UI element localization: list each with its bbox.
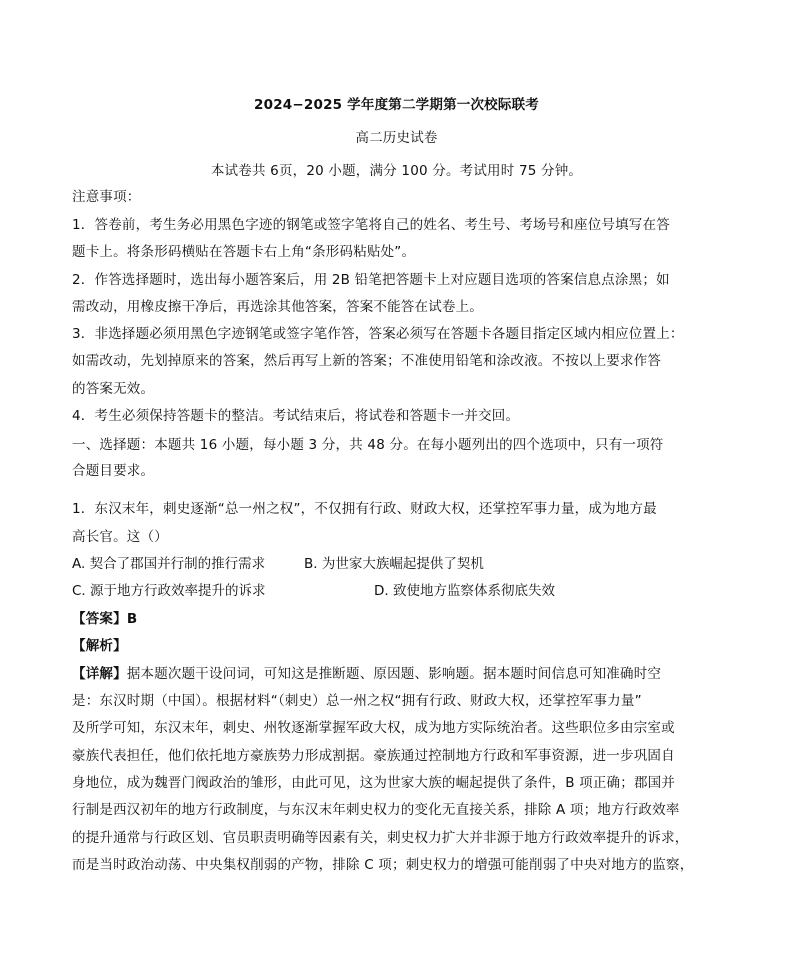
option-d: D. 致使地方监察体系彻底失效	[374, 583, 555, 599]
notice-line: 1．答卷前，考生务必用黑色字迹的钢笔或签字笔将自己的姓名、考生号、考场号和座位号填写在答	[72, 217, 670, 233]
detail-first-line	[72, 665, 722, 683]
option-a: A. 契合了郡国并行制的推行需求	[72, 556, 266, 572]
option-c: C. 源于地方行政效率提升的诉求	[72, 583, 266, 599]
answer-value: B	[126, 611, 138, 627]
answer-line	[72, 610, 722, 628]
question-stem-cont: 高长官。这（）	[72, 529, 168, 545]
section-instruction-cont: 合题目要求。	[72, 463, 155, 479]
detail-line: 行制是西汉初年的地方行政制度，与东汉末年刺史权力的变化无直接关系，排除 A 项；地方行政效率	[72, 802, 680, 818]
notice-line: 的答案无效。	[72, 381, 155, 397]
section-instruction: 一、选择题：本题共 16 小题，每小题 3 分，共 48 分。在每小题列出的四个选项中，只有一项符	[72, 437, 664, 453]
detail-text: 据本题次题干设问词，可知这是推断题、原因题、影响题。据本题时间信息可知准确时空	[126, 666, 662, 682]
notice-heading: 注意事项：	[72, 189, 141, 205]
answer-tag: 【答案】	[72, 611, 127, 627]
detail-line: 身地位，成为魏晋门阀政治的雏形，由此可见，这为世家大族的崛起提供了条件，B 项正确；郡国并	[72, 775, 676, 791]
notice-line: 2．作答选择题时，选出每小题答案后，用 2B 铅笔把答题卡上对应题目选项的答案信息点涂黑；如	[72, 272, 670, 288]
analysis-tag: 【解析】	[72, 638, 127, 654]
notice-line: 3．非选择题必须用黑色字迹钢笔或签字笔作答，答案必须写在答题卡各题目指定区域内相应位置上：	[72, 326, 684, 342]
question-stem: 1．东汉末年，刺史逐渐“总一州之权”，不仅拥有行政、财政大权，还掌控军事力量，成为地方最	[72, 501, 657, 517]
notice-line: 如需改动，先划掉原来的答案，然后再写上新的答案；不准使用铅笔和涂改液。不按以上要求作答	[72, 353, 662, 369]
exam-subtitle: 高二历史试卷	[355, 130, 438, 146]
detail-line: 是：东汉时期（中国）。根据材料“（刺史）总一州之权“拥有行政、财政大权，还掌控军事力量”	[72, 693, 642, 709]
detail-line: 及所学可知，东汉末年，刺史、州牧逐渐掌握军政大权，成为地方实际统治者。这些职位多由宗室或	[72, 720, 675, 736]
detail-line: 而是当时政治动荡、中央集权削弱的产物，排除 C 项；刺史权力的增强可能削弱了中央对地方的监察，	[72, 857, 694, 873]
detail-line: 豪族代表担任，他们依托地方豪族势力形成割据。豪族通过控制地方行政和军事资源，进一步巩固自	[72, 748, 675, 764]
analysis-heading	[72, 637, 722, 655]
option-b: B. 为世家大族崛起提供了契机	[304, 556, 484, 572]
notice-line: 题卡上。将条形码横贴在答题卡右上角“条形码粘贴处”。	[72, 244, 416, 260]
notice-line: 需改动，用橡皮擦干净后，再选涂其他答案，答案不能答在试卷上。	[72, 299, 483, 315]
notice-line: 4．考生必须保持答题卡的整洁。考试结束后，将试卷和答题卡一并交回。	[72, 408, 520, 424]
detail-tag: 【详解】	[72, 666, 127, 682]
detail-line: 的提升通常与行政区划、官员职责明确等因素有关，刺史权力扩大并非源于地方行政效率提升的诉求，	[72, 830, 689, 846]
exam-info: 本试卷共 6页，20 小题，满分 100 分。考试用时 75 分钟。	[210, 163, 583, 179]
exam-title: 2024−2025 学年度第二学期第一次校际联考	[254, 97, 539, 113]
